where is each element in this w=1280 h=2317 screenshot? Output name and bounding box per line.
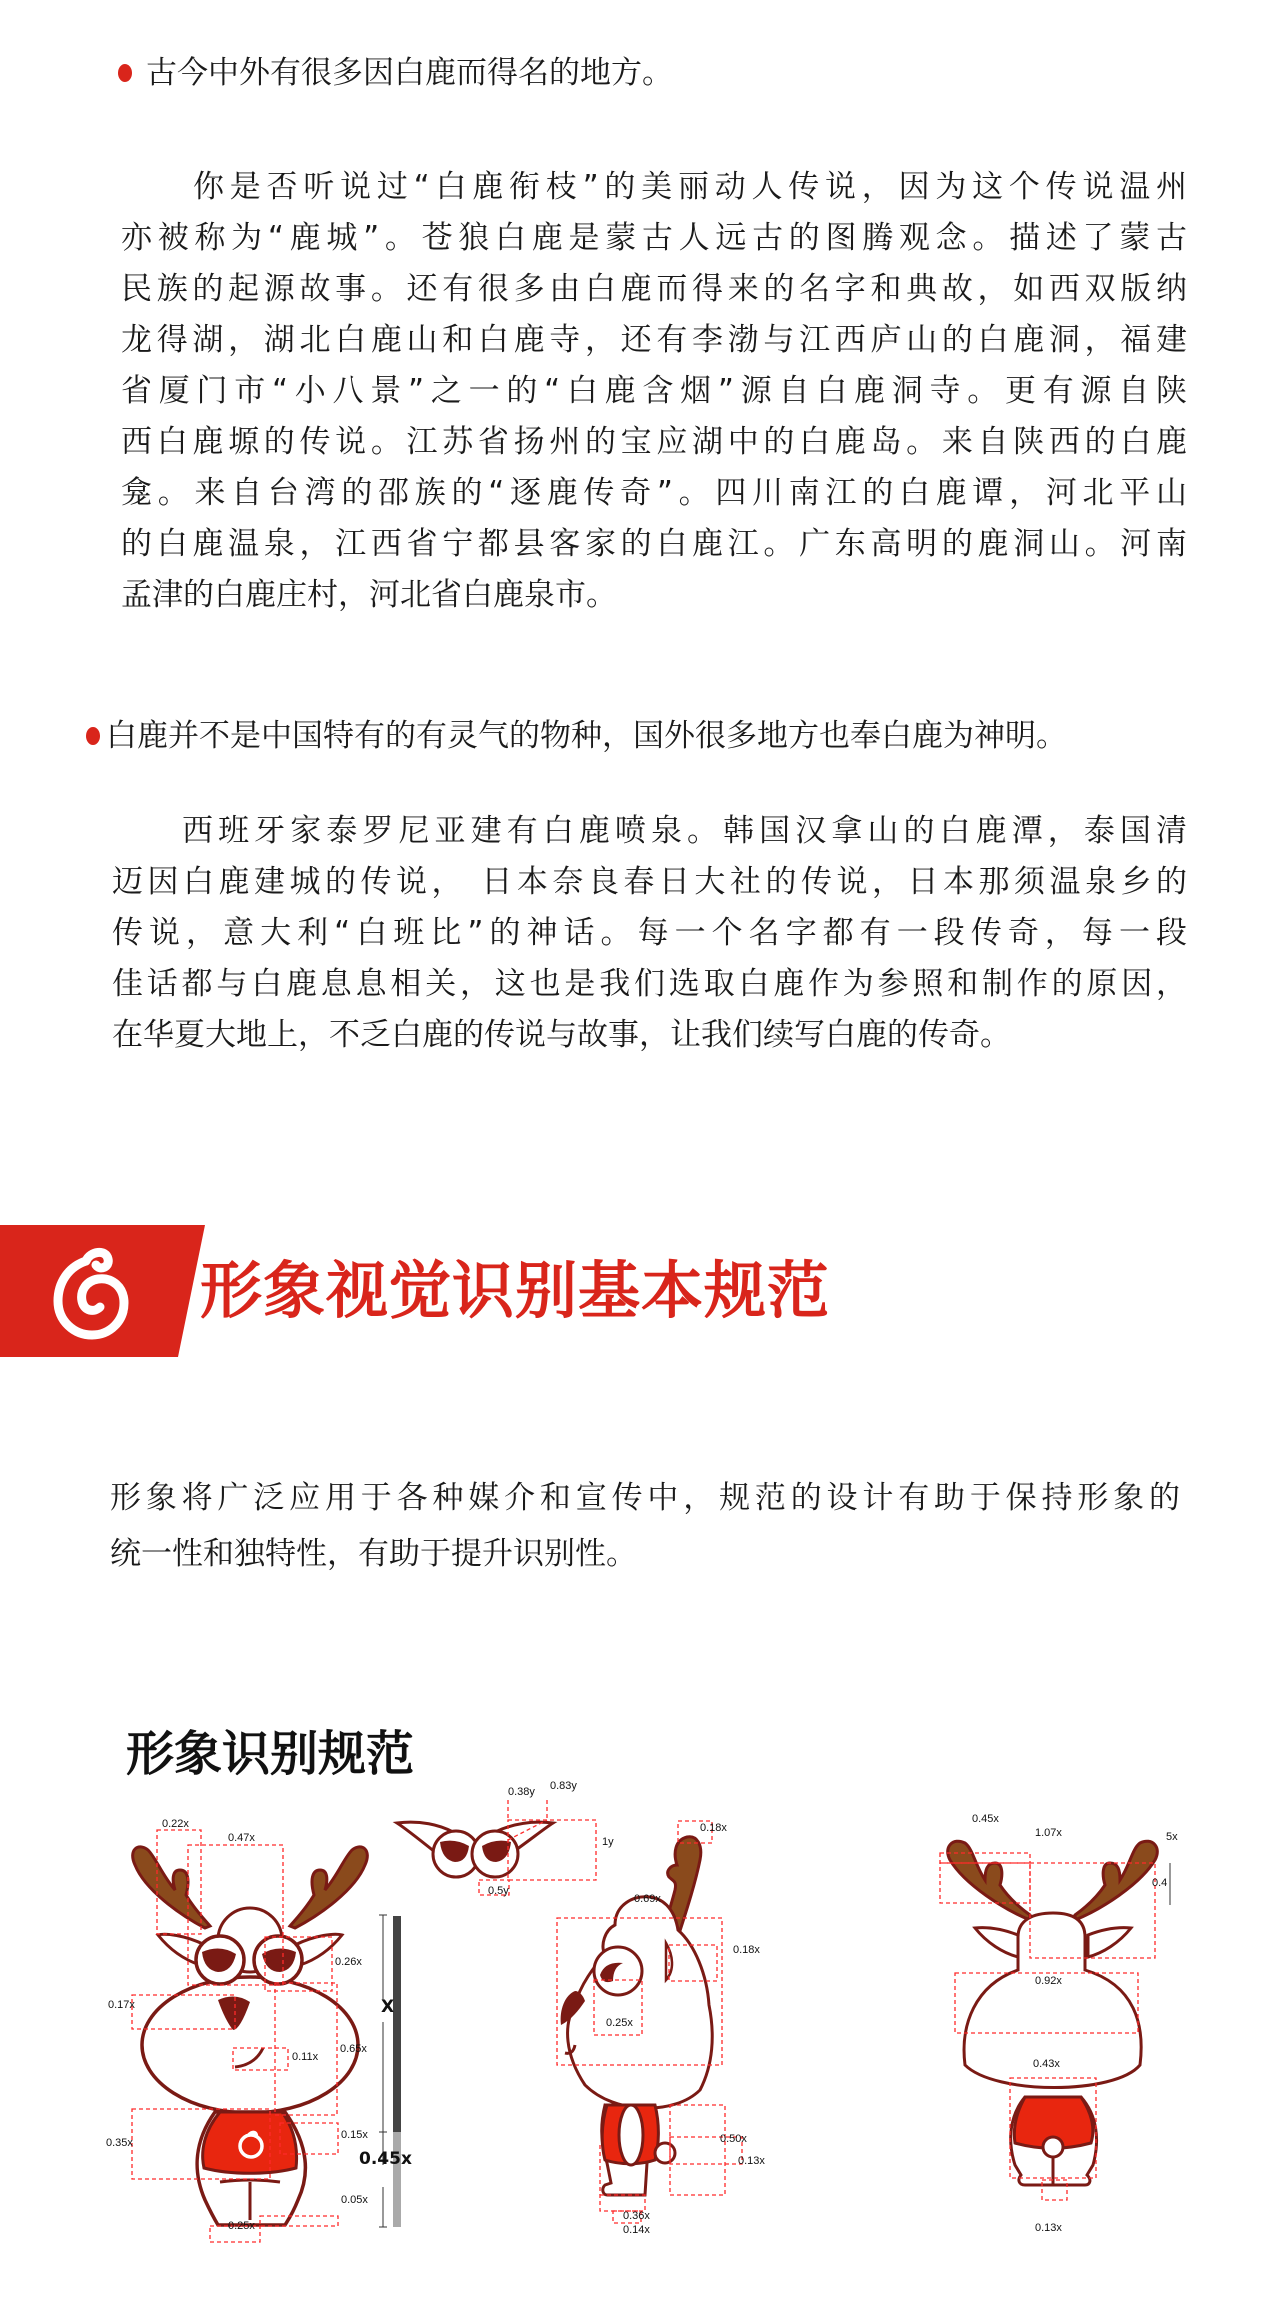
paragraph-line: 形象将广泛应用于各种媒介和宣传中，规范的设计有助于保持形象的 [110, 1480, 1180, 1516]
dim-label: 0.22x [162, 1818, 189, 1830]
dim-label: 0.05x [341, 2194, 368, 2206]
scale-bar-label: 0.45x [359, 2149, 412, 2169]
dim-label: 0.92x [1035, 1975, 1062, 1987]
dim-label: 0.50x [720, 2133, 747, 2145]
mascot-front-view [100, 1820, 420, 2300]
paragraph-line: 亦被称为“鹿城”。苍狼白鹿是蒙古人远古的图腾观念。描述了蒙古 [121, 220, 1187, 256]
dim-label: 0.43x [1033, 2058, 1060, 2070]
dim-label: 1y [602, 1836, 614, 1848]
paragraph-line: 你是否听说过“白鹿衔枝”的美丽动人传说，因为这个传说温州 [193, 169, 1187, 205]
dim-label: 5x [1166, 1831, 1178, 1843]
paragraph-line: 迈因白鹿建城的传说， 日本奈良春日大社的传说，日本那须温泉乡的 [112, 864, 1187, 900]
paragraph-line: 在华夏大地上，不乏白鹿的传说与故事，让我们续写白鹿的传奇。 [112, 1017, 1011, 1053]
section-banner [0, 1225, 205, 1357]
paragraph-line: 佳话都与白鹿息息相关，这也是我们选取白鹿作为参照和制作的原因， [112, 966, 1187, 1002]
dim-label: 1.07x [1035, 1827, 1062, 1839]
dim-label: 0.45x [972, 1813, 999, 1825]
paragraph-line: 西白鹿塬的传说。江苏省扬州的宝应湖中的白鹿岛。来自陕西的白鹿 [121, 424, 1187, 460]
dim-label: 0.25x [228, 2220, 255, 2232]
dim-label: 0.83y [550, 1780, 577, 1792]
dim-label: 0.65x [340, 2043, 367, 2055]
intro-paragraph [110, 1470, 1180, 1582]
paragraph-line: 的白鹿温泉，江西省宁都县客家的白鹿江。广东高明的鹿洞山。河南 [121, 526, 1187, 562]
paragraph-line: 孟津的白鹿庄村，河北省白鹿泉市。 [121, 577, 617, 613]
bullet-dot-icon [118, 64, 132, 82]
dim-label: 0.47x [228, 1832, 255, 1844]
dim-label: 0.5y [488, 1885, 509, 1897]
dim-label: 0.18x [700, 1822, 727, 1834]
bullet-item [118, 53, 673, 93]
paragraph-legends-china [121, 162, 1187, 621]
dim-label: 0.38y [508, 1786, 535, 1798]
paragraph-line: 龛。来自台湾的邵族的“逐鹿传奇”。四川南江的白鹿谭，河北平山 [121, 475, 1187, 511]
dim-label: 0.13x [1035, 2222, 1062, 2234]
bullet-text: 古今中外有很多因白鹿而得名的地方。 [146, 55, 673, 91]
spec-heading: 形象识别规范 [126, 1726, 415, 1782]
paragraph-line: 传说，意大利“白班比”的神话。每一个名字都有一段传奇，每一段 [112, 915, 1187, 951]
dim-label: 0.11x [292, 2051, 319, 2063]
paragraph-line: 龙得湖，湖北白鹿山和白鹿寺，还有李渤与江西庐山的白鹿洞，福建 [121, 322, 1187, 358]
mascot-side-view [545, 1815, 775, 2295]
paragraph-line: 民族的起源故事。还有很多由白鹿而得来的名字和典故，如西双版纳 [121, 271, 1187, 307]
bullet-text: 白鹿并不是中国特有的有灵气的物种，国外很多地方也奉白鹿为神明。 [106, 718, 1067, 754]
dim-label: 0.26x [335, 1956, 362, 1968]
paragraph-line: 西班牙家泰罗尼亚建有白鹿喷泉。韩国汉拿山的白鹿潭，泰国清 [182, 813, 1187, 849]
bullet-item [86, 716, 1067, 756]
paragraph-line: 省厦门市“小八景”之一的“白鹿含烟”源自白鹿洞寺。更有源自陕 [121, 373, 1187, 409]
dim-label: 0.25x [606, 2017, 633, 2029]
paragraph-line: 统一性和独特性，有助于提升识别性。 [110, 1536, 637, 1572]
dim-label: 0.13x [738, 2155, 765, 2167]
paragraph-legends-world [112, 806, 1187, 1061]
dim-label: 0.36x [623, 2210, 650, 2222]
dim-label: 0.17x [108, 1999, 135, 2011]
dim-label: 0.14x [623, 2224, 650, 2236]
dim-label: 0.35x [106, 2137, 133, 2149]
bullet-dot-icon [86, 727, 100, 745]
dim-label: 0.69x [634, 1893, 661, 1905]
dim-label: 0.18x [733, 1944, 760, 1956]
scale-bar-label: X [381, 1997, 395, 2017]
dim-label: 0.15x [341, 2129, 368, 2141]
section-title: 形象视觉识别基本规范 [200, 1254, 831, 1327]
dim-label: 0.4 [1152, 1877, 1168, 1889]
